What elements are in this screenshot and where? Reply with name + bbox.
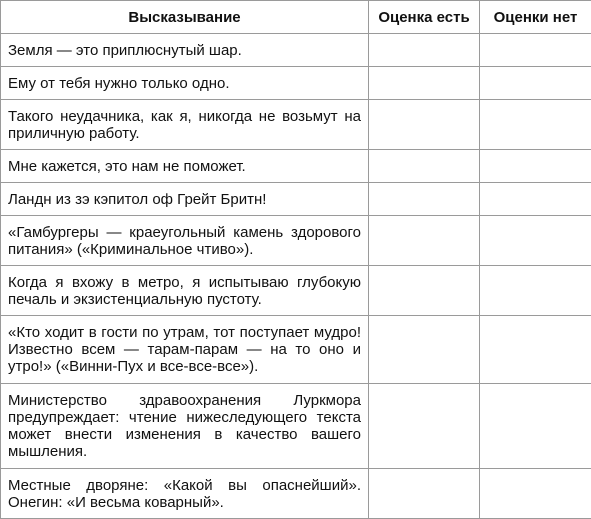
has-rating-cell[interactable] [369,469,480,519]
table-row [1,100,591,150]
no-rating-cell[interactable] [480,266,591,316]
table-row [1,150,591,183]
table-row [1,34,591,67]
header-has-rating: Оценка есть [369,1,480,34]
table-row [1,67,591,100]
table-row [1,216,591,266]
statement-cell: «Кто ходит в гости по утрам, тот поступает мудро! Известно всем — тарам-парам — на то оно и утро!» («Винни-Пух и все-все-все»). [1,316,369,384]
no-rating-cell[interactable] [480,316,591,384]
no-rating-cell[interactable] [480,100,591,150]
has-rating-cell[interactable] [369,67,480,100]
statement-cell: Местные дворяне: «Какой вы опаснейший». Онегин: «И весьма коварный». [1,469,369,519]
header-statement: Высказывание [1,1,369,34]
header-row [1,1,591,34]
has-rating-cell[interactable] [369,316,480,384]
no-rating-cell[interactable] [480,183,591,216]
table-row [1,316,591,384]
table-row [1,183,591,216]
table-row [1,469,591,519]
has-rating-cell[interactable] [369,183,480,216]
no-rating-cell[interactable] [480,469,591,519]
statement-cell: «Гамбургеры — краеугольный камень здорового питания» («Криминальное чтиво»). [1,216,369,266]
no-rating-cell[interactable] [480,67,591,100]
has-rating-cell[interactable] [369,34,480,67]
statement-cell: Земля — это приплюснутый шар. [1,34,369,67]
has-rating-cell[interactable] [369,100,480,150]
no-rating-cell[interactable] [480,216,591,266]
statement-cell: Ему от тебя нужно только одно. [1,67,369,100]
statement-cell: Ландн из зэ кэпитол оф Грейт Бритн! [1,183,369,216]
has-rating-cell[interactable] [369,150,480,183]
header-no-rating: Оценки нет [480,1,591,34]
statement-cell: Когда я вхожу в метро, я испытываю глубокую печаль и экзистенциальную пустоту. [1,266,369,316]
statement-cell: Мне кажется, это нам не поможет. [1,150,369,183]
has-rating-cell[interactable] [369,384,480,469]
table-row [1,384,591,469]
statement-cell: Такого неудачника, как я, никогда не возьмут на приличную работу. [1,100,369,150]
table-row [1,266,591,316]
no-rating-cell[interactable] [480,150,591,183]
has-rating-cell[interactable] [369,266,480,316]
no-rating-cell[interactable] [480,34,591,67]
statement-cell: Министерство здравоохранения Луркмора предупреждает: чтение нижеследующего текста может внести изменения в качество вашего мышления. [1,384,369,469]
has-rating-cell[interactable] [369,216,480,266]
no-rating-cell[interactable] [480,384,591,469]
